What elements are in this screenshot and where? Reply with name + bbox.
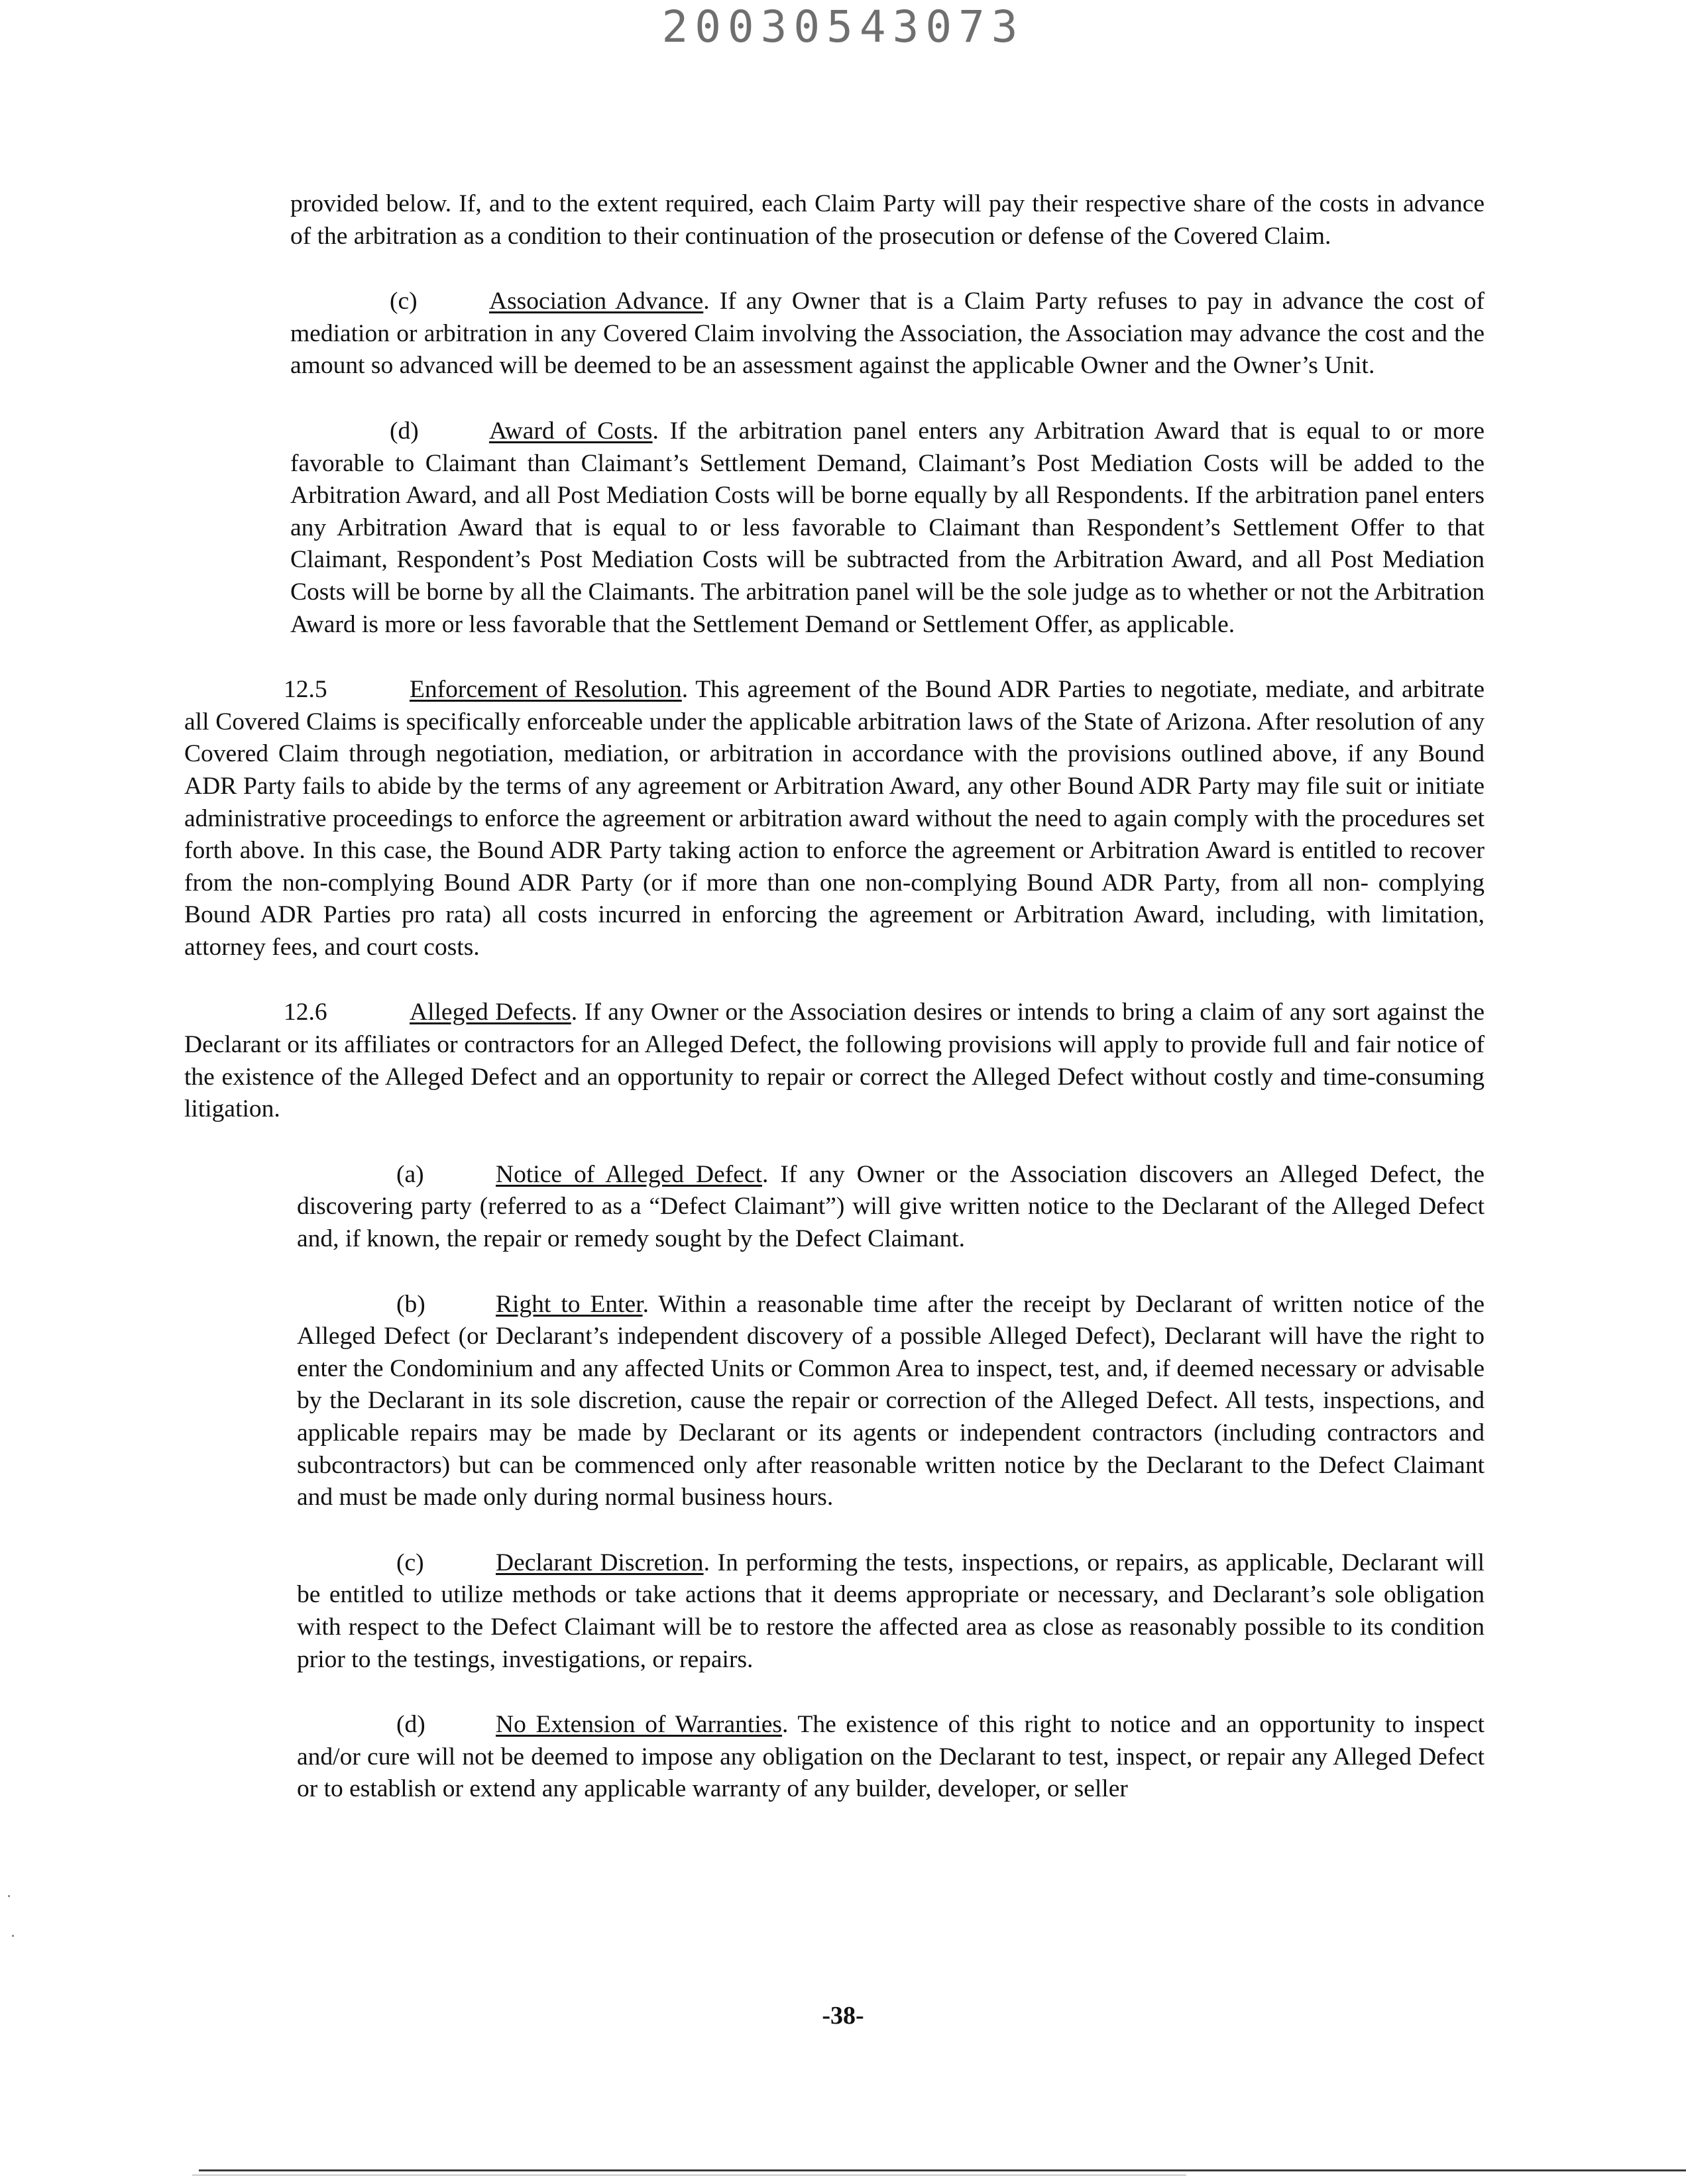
paragraph-text: . If the arbitration panel enters any Arbitration Award that is equal to or more favorable to Claimant than Claimant’s Settlement Demand, Claimant’s Post Mediation Costs will be added to the Arbitration Award, and all Post Mediation Costs will be borne equally by all Respondents. If the arbitration panel enters any Arbitration Award that is equal to or less favorable to Claimant than Respondent’s Settlement Offer to that Claimant, Respondent’s Post Mediation Costs will be subtracted from the Arbitration Award, and all Post Mediation Costs will be borne by all the Claimants. The arbitration panel will be the sole judge as to whether or not the Arbitration Award is more or less favorable that the Settlement Demand or Settlement Offer, as applicable. xyxy=(290,417,1485,638)
section-text: . If any Owner or the Association desires or intends to bring a claim of any sort against the Declarant or its affiliates or contractors for an Alleged Defect, the following provisions will apply to provide full and fair notice of the existence of the Alleged Defect and an opportunity to repair or correct the Alleged Defect without costly and time-consuming litigation. xyxy=(184,999,1485,1123)
paragraph-association-advance xyxy=(290,286,1485,382)
paragraph-right-to-enter xyxy=(297,1289,1485,1514)
paragraph-label: (a) xyxy=(396,1160,424,1188)
paragraph-heading: Right to Enter xyxy=(496,1290,643,1318)
paragraph-continuation xyxy=(290,188,1485,252)
paragraph-heading: Declarant Discretion xyxy=(496,1549,704,1576)
bottom-scan-rule xyxy=(199,2169,1686,2171)
scan-speck xyxy=(8,1895,10,1897)
paragraph-text: . If any Owner or the Association discovers an Alleged Defect, the discovering party (referred to as a “Defect Claimant”) will give written notice to the Declarant of the Alleged Defect and, if known, the repair or remedy sought by the Defect Claimant. xyxy=(297,1160,1485,1253)
paragraph-heading: Association Advance xyxy=(489,288,704,315)
paragraph-text: . If any Owner that is a Claim Party refuses to pay in advance the cost of mediation or arbitration in any Covered Claim involving the Association, the Association may advance the cost and the amount so advanced will be deemed to be an assessment against the applicable Owner and the Owner’s Unit. xyxy=(290,288,1485,380)
paragraph-heading: Notice of Alleged Defect xyxy=(496,1160,762,1188)
paragraph-text: . Within a reasonable time after the receipt by Declarant of written notice of the Alleged Defect (or Declarant’s independent discovery of a possible Alleged Defect), Declarant will have the right to enter the Condominium and any affected Units or Common Area to inspect, test, and, if deemed necessary or advisable by the Declarant in its sole discretion, cause the repair or correction of the Alleged Defect. All tests, inspections, and applicable repairs may be made by Declarant or its agents or independent contractors (including contractors and subcontractors) but can be commenced only after reasonable written notice by the Declarant to the Defect Claimant and must be made only during normal business hours. xyxy=(297,1290,1485,1511)
section-number: 12.5 xyxy=(284,676,327,704)
paragraph-text: . In performing the tests, inspections, or repairs, as applicable, Declarant will be entitled to utilize methods or take actions that it deems appropriate or necessary, and Declarant’s sole obligation with respect to the Defect Claimant will be to restore the affected area as close as reasonably possible to its condition prior to the testings, investigations, or repairs. xyxy=(297,1549,1485,1673)
document-number-stamp: 20030543073 xyxy=(661,1,1025,52)
section-12-5-enforcement-of-resolution xyxy=(184,674,1485,963)
paragraph-text: . The existence of this right to notice and an opportunity to inspect and/or cure will not be deemed to impose any obligation on the Declarant to test, inspect, or repair any Alleged Defect or to establish or extend any applicable warranty of any builder, developer, or seller xyxy=(297,1711,1485,1803)
section-heading: Alleged Defects xyxy=(410,999,571,1026)
paragraph-declarant-discretion xyxy=(297,1547,1485,1676)
paragraph-award-of-costs xyxy=(290,415,1485,641)
document-body xyxy=(184,188,1485,1839)
section-heading: Enforcement of Resolution xyxy=(410,676,682,704)
scan-speck xyxy=(12,1935,14,1937)
paragraph-heading: Award of Costs xyxy=(489,417,653,445)
paragraph-notice-of-alleged-defect xyxy=(297,1159,1485,1256)
paragraph-label: (c) xyxy=(396,1549,424,1576)
section-number: 12.6 xyxy=(284,999,327,1026)
section-12-6-alleged-defects xyxy=(184,997,1485,1125)
paragraph-label: (c) xyxy=(390,288,418,315)
paragraph-label: (d) xyxy=(390,417,419,445)
paragraph-label: (d) xyxy=(396,1711,425,1739)
paragraph-no-extension-of-warranties xyxy=(297,1709,1485,1806)
paragraph-label: (b) xyxy=(396,1290,425,1318)
paragraph-heading: No Extension of Warranties xyxy=(496,1711,782,1739)
section-text: . This agreement of the Bound ADR Parties to negotiate, mediate, and arbitrate all Covered Claims is specifically enforceable under the applicable arbitration laws of the State of Arizona. After resolution of any Covered Claim through negotiation, mediation, or arbitration in accordance with the provisions outlined above, if any Bound ADR Party fails to abide by the terms of any agreement or Arbitration Award, any other Bound ADR Party may file suit or initiate administrative proceedings to enforce the agreement or arbitration award without the need to again comply with the procedures set forth above. In this case, the Bound ADR Party taking action to enforce the agreement or Arbitration Award is entitled to recover from the non-complying Bound ADR Party (or if more than one non-complying Bound ADR Party, from all non- complying Bound ADR Parties pro rata) all costs incurred in enforcing the agreement or Arbitration Award, including, with limitation, attorney fees, and court costs. xyxy=(184,676,1485,961)
page-number: -38- xyxy=(822,2002,864,2030)
paragraph-text: provided below. If, and to the extent required, each Claim Party will pay their respective share of the costs in advance of the arbitration as a condition to their continuation of the prosecution or defense of the Covered Claim. xyxy=(290,190,1485,250)
